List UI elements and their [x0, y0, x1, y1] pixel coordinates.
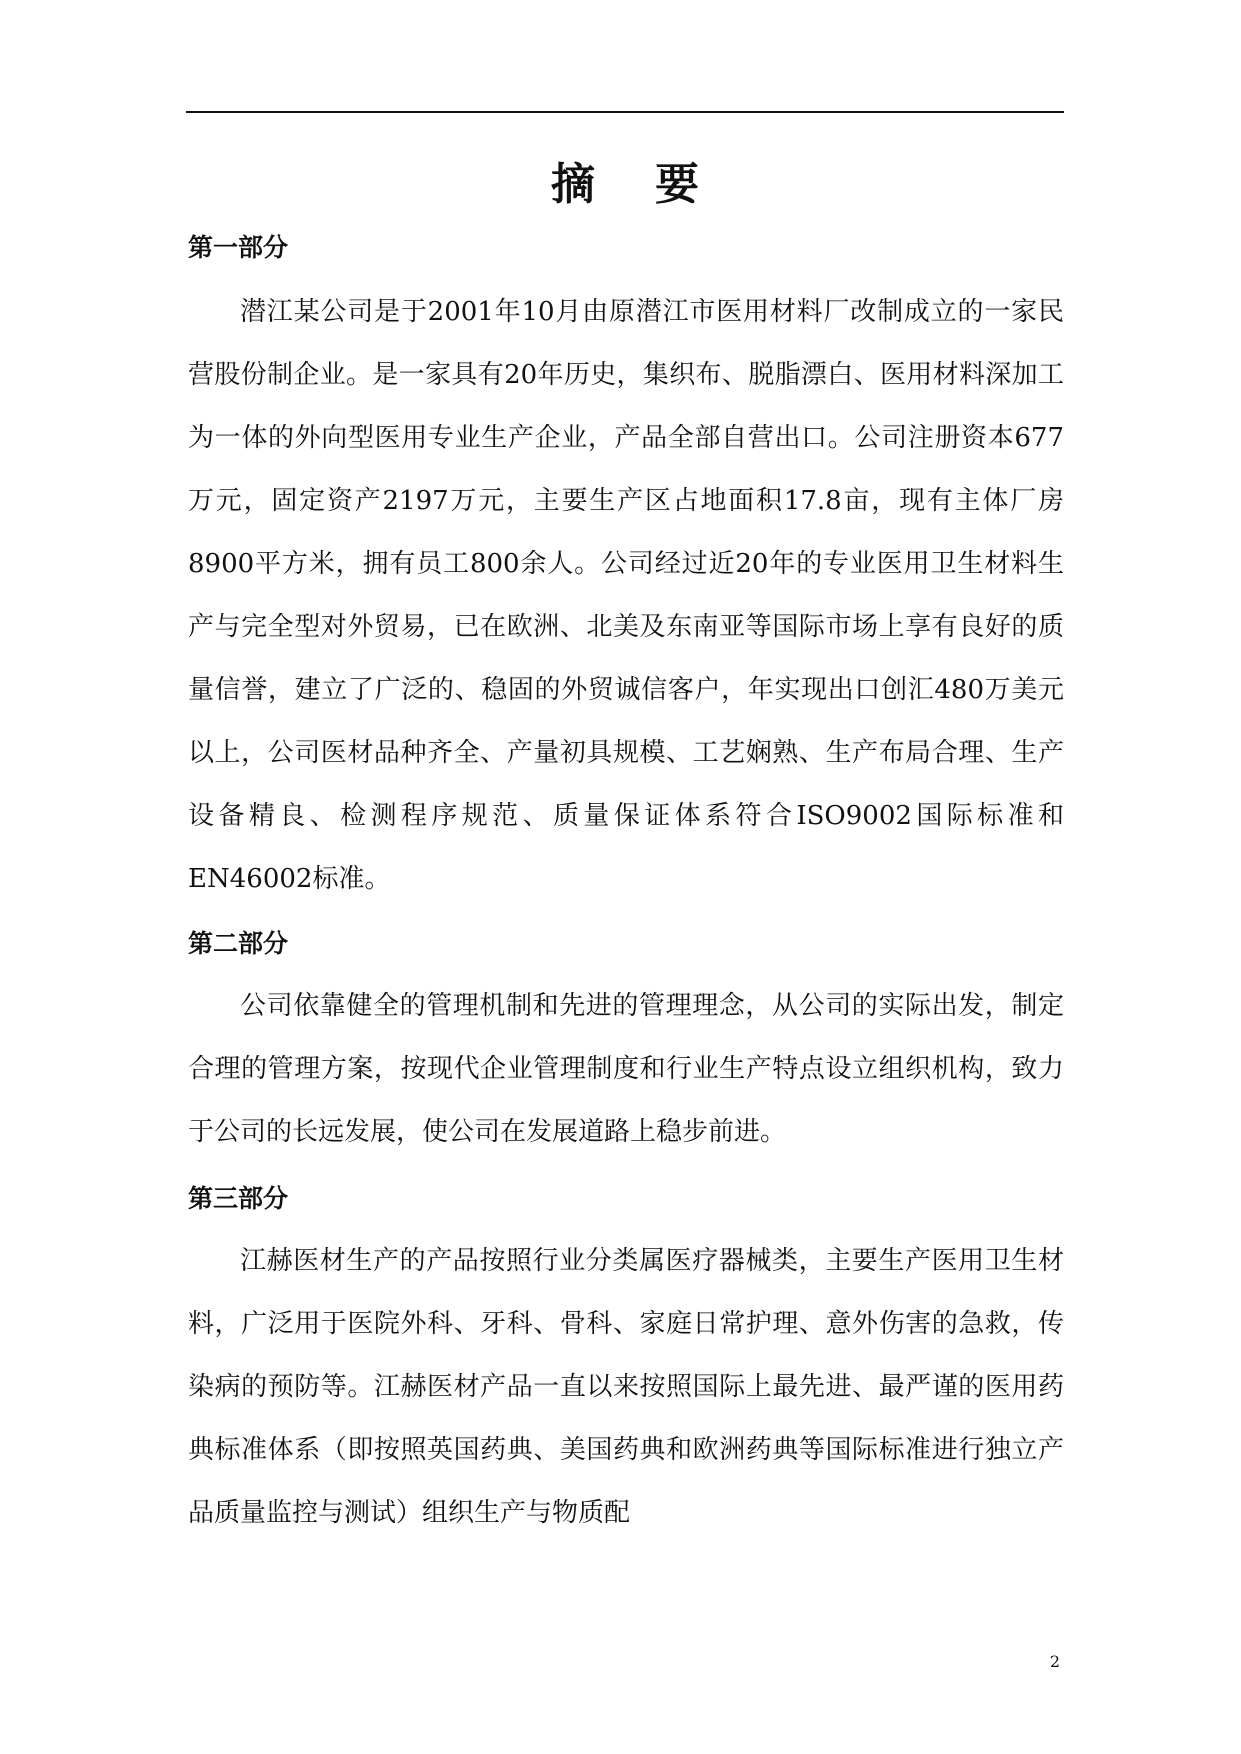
document-body	[188, 225, 1064, 1545]
section-2	[188, 921, 1064, 1164]
page-number: 2	[1049, 1652, 1060, 1671]
section-heading: 第三部分	[188, 1184, 289, 1213]
section-1	[188, 225, 1064, 911]
page-title: 摘要	[551, 159, 759, 210]
section-paragraph: 江赫医材生产的产品按照行业分类属医疗器械类，主要生产医用卫生材料，广泛用于医院外科、牙科、骨科、家庭日常护理、意外伤害的急救，传染病的预防等。江赫医材产品一直以来按照国际上最先进、最严谨的医用药典标准体系（即按照英国药典、美国药典和欧洲药典等国际标准进行独立产品质量监控与测试）组织生产与物质配	[188, 1246, 1064, 1528]
section-paragraph: 公司依靠健全的管理机制和先进的管理理念，从公司的实际出发，制定合理的管理方案，按现代企业管理制度和行业生产特点设立组织机构，致力于公司的长远发展，使公司在发展道路上稳步前进。	[188, 991, 1064, 1147]
section-paragraph: 潜江某公司是于2001年10月由原潜江市医用材料厂改制成立的一家民营股份制企业。是一家具有20年历史，集织布、脱脂漂白、医用材料深加工为一体的外向型医用专业生产企业，产品全部自营出口。公司注册资本677万元，固定资产2197万元，主要生产区占地面积17.8亩，现有主体厂房8900平方米，拥有员工800余人。公司经过近20年的专业医用卫生材料生产与完全型对外贸易，已在欧洲、北美及东南亚等国际市场上享有良好的质量信誉，建立了广泛的、稳固的外贸诚信客户，年实现出口创汇480万美元以上，公司医材品种齐全、产量初具规模、工艺娴熟、生产布局合理、生产设备精良、检测程序规范、质量保证体系符合ISO9002国际标准和EN46002标准。	[188, 297, 1064, 894]
header-rule	[186, 111, 1064, 113]
section-3	[188, 1176, 1064, 1545]
section-heading: 第一部分	[188, 233, 289, 262]
section-heading: 第二部分	[188, 929, 289, 958]
